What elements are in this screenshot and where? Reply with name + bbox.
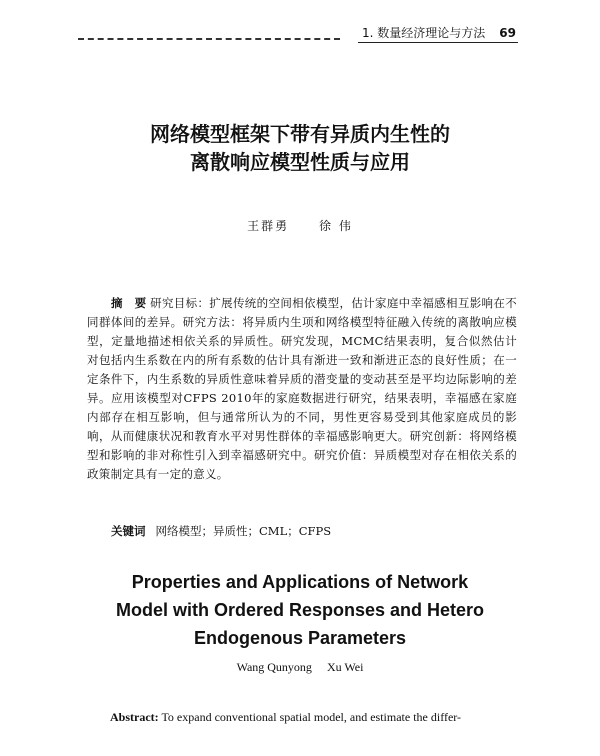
english-abstract xyxy=(110,710,530,725)
author-cn-1: 王群勇 xyxy=(247,219,290,233)
english-title-line-3: Endogenous Parameters xyxy=(193,628,407,648)
keywords-label: 关键词 xyxy=(111,524,146,538)
english-authors xyxy=(0,660,600,675)
abstract-label: 摘 要 xyxy=(111,296,151,310)
author-cn-2: 徐 伟 xyxy=(319,219,353,233)
header-section-title: 1. 数量经济理论与方法 xyxy=(362,26,486,40)
header-rule xyxy=(78,38,340,40)
chinese-keywords xyxy=(111,522,511,540)
header-section xyxy=(358,24,518,43)
page-number: 69 xyxy=(499,26,516,40)
running-header xyxy=(78,24,518,46)
english-title-line-2: Model with Ordered Responses and Hetero xyxy=(115,600,485,620)
chinese-authors xyxy=(0,217,600,234)
chinese-title xyxy=(0,120,600,176)
chinese-abstract xyxy=(87,294,517,484)
keywords-text: 网络模型；异质性；CML；CFPS xyxy=(155,524,332,538)
abstract-text: 研究目标：扩展传统的空间相依模型，估计家庭中幸福感相互影响在不同群体间的差异。研究方法：将异质内生项和网络模型特征融入传统的离散响应模型，定量地描述相依关系的异质性。研究发现，MCMC结果表明，复合似然估计对包括内生系数在内的所有系数的估计具有渐进一致和渐进正态的良好性质；在一定条件下，内生系数的异质性意味着异质的潜变量的变动甚至是平均边际影响的差异。应用该模型对CFPS 2010年的家庭数据进行研究，结果表明，幸福感在家庭内部存在相互影响，但与通常所认为的不同，男性更容易受到其他家庭成员的影响，从而健康状况和教育水平对男性群体的幸福感影响更大。研究创新：将网络模型和影响的非对称性引入到幸福感研究中。研究价值：异质模型对存在相依关系的政策制定具有一定的意义。 xyxy=(87,296,518,481)
english-title xyxy=(0,568,600,652)
english-abstract-text: To expand conventional spatial model, and estimate the differ- xyxy=(158,710,462,724)
english-title-line-1: Properties and Applications of Network xyxy=(131,572,469,592)
chinese-title-line-2: 离散响应模型性质与应用 xyxy=(190,150,410,174)
chinese-title-line-1: 网络模型框架下带有异质内生性的 xyxy=(150,122,450,146)
english-abstract-label: Abstract: xyxy=(110,710,159,724)
author-en-2: Xu Wei xyxy=(326,660,364,674)
author-en-1: Wang Qunyong xyxy=(236,660,312,674)
